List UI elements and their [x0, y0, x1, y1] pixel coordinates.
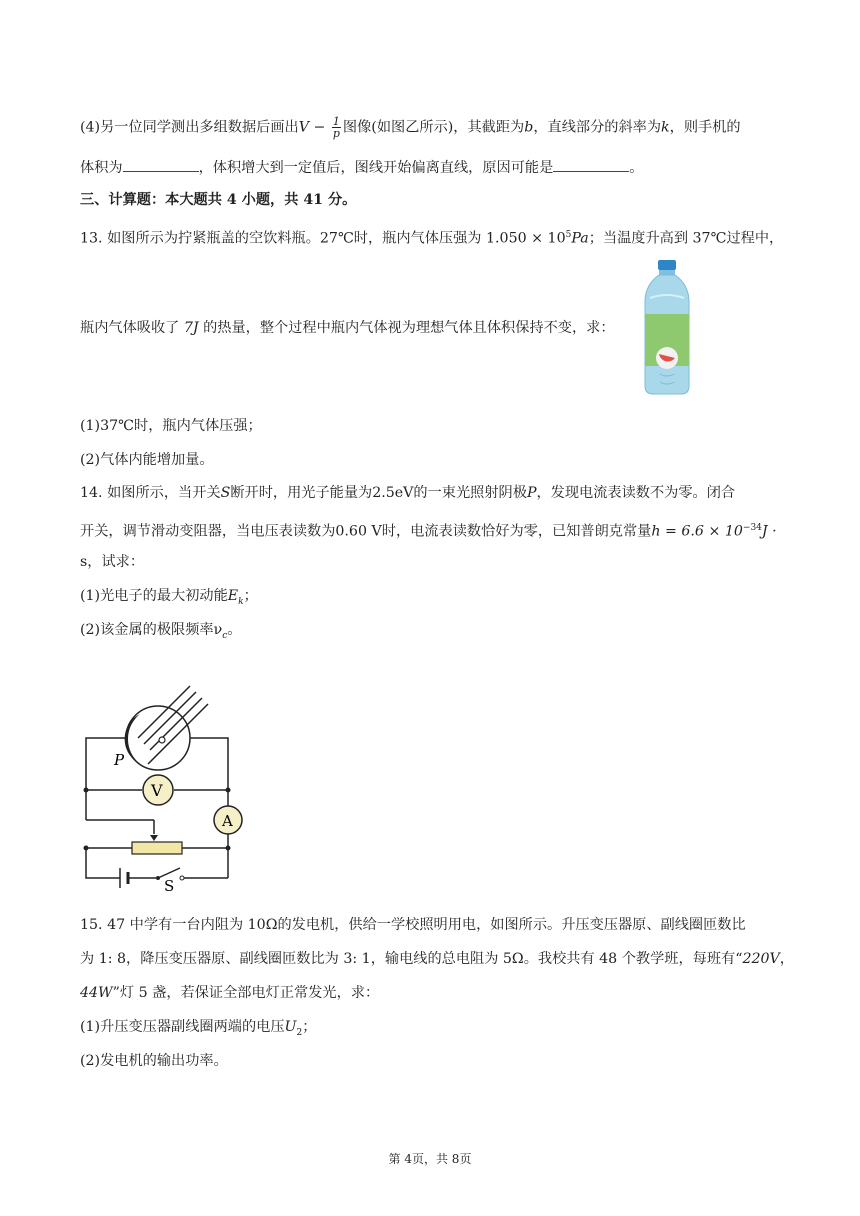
pressure-exp: 5 — [565, 230, 572, 240]
q15-sub2: (2)发电机的输出功率。 — [80, 1053, 228, 1069]
q12-4-line1 — [80, 116, 741, 139]
text: 的一束光照射阴极 — [413, 485, 527, 501]
q14-sub2 — [80, 620, 241, 646]
nu-symbol: ν — [213, 622, 223, 638]
text: ，则手机的 — [669, 119, 741, 136]
junction — [84, 788, 89, 793]
var-k: k — [661, 119, 670, 136]
q13-sub2: (2)气体内能增加量。 — [80, 452, 214, 468]
cathode-p — [125, 714, 140, 764]
planck-constant: h = 6.6 × 10 — [651, 523, 743, 540]
pressure-unit: Pa — [571, 230, 589, 247]
q12-4-line2 — [80, 157, 643, 178]
fraction-1-over-p — [332, 116, 341, 139]
section-3-heading: 三、计算题：本大题共 4 小题，共 41 分。 — [80, 192, 357, 208]
heat-value: 7J — [183, 320, 199, 336]
pressure-value: 1.050 × 10 — [486, 230, 566, 247]
bottle-cap — [658, 260, 676, 270]
text: (2)该金属的极限频率 — [80, 622, 214, 638]
text: 断开时，用光子能量为 — [230, 485, 373, 501]
light-ray — [144, 692, 196, 744]
lamp-power: 44W — [80, 985, 113, 1001]
anode — [159, 737, 165, 743]
frac-num: 1 — [332, 115, 340, 128]
var-v: V — [298, 119, 309, 136]
text: ；当温度升高到 37℃过程中， — [588, 230, 784, 247]
q15-line1: 15. 47 中学有一台内阻为 10Ω的发电机，供给一学校照明用电，如图所示。升压变压器原、副线圈匝数比 — [80, 917, 746, 933]
var-b: b — [524, 119, 534, 136]
text: 的热量，整个过程中瓶内气体视为理想气体且体积保持不变，求： — [203, 320, 615, 336]
text: ”灯 5 盏，若保证全部电灯正常发光，求： — [112, 985, 380, 1001]
text: 体积为 — [80, 160, 123, 176]
planck-unit: J · — [761, 523, 777, 540]
junction — [84, 846, 89, 851]
junction — [226, 846, 231, 851]
q14-line3: s，试求： — [80, 554, 145, 570]
minus: − — [308, 119, 330, 136]
answer-blank-1[interactable] — [123, 157, 199, 172]
q15-line2 — [80, 949, 794, 969]
label-s: S — [164, 877, 175, 895]
q15-line3 — [80, 983, 379, 1003]
switch-contact — [180, 876, 184, 880]
frac-den: p — [332, 127, 340, 140]
var-p: P — [526, 485, 537, 501]
u2-symbol: U — [284, 1019, 297, 1035]
wire — [86, 848, 132, 878]
rheostat — [132, 842, 182, 854]
text: ，体积增大到一定值后，图线开始偏离直线，原因可能是 — [198, 160, 554, 176]
planck-exp: −34 — [742, 523, 762, 533]
text: 。 — [227, 622, 242, 638]
text: 图像(如图乙所示)，其截距为 — [342, 119, 525, 136]
text: (1)升压变压器副线圈两端的电压 — [80, 1019, 285, 1035]
text: ； — [243, 588, 258, 604]
label-p: P — [114, 751, 125, 769]
q15-sub1 — [80, 1017, 316, 1043]
text: ，发现电流表读数不为零。闭合 — [536, 485, 736, 501]
text: 。 — [629, 160, 644, 176]
switch-contact — [156, 876, 160, 880]
nu-subscript: c — [222, 630, 228, 641]
q13-line2 — [80, 318, 615, 338]
text: (1)光电子的最大初动能 — [80, 588, 228, 604]
slider-arrowhead — [150, 835, 158, 841]
q14-sub1 — [80, 586, 258, 612]
u2-subscript: 2 — [296, 1027, 303, 1038]
text: ； — [302, 1019, 317, 1035]
q13-sub1: (1)37℃时，瓶内气体压强； — [80, 418, 262, 434]
label-a: A — [222, 812, 233, 830]
text: 瓶内气体吸收了 — [80, 320, 180, 336]
page-footer: 第 4页，共 8页 — [388, 1152, 472, 1166]
plastic-bottle-figure — [640, 258, 694, 398]
q14-line2 — [80, 518, 777, 542]
text: 14. 如图所示，当开关 — [80, 485, 221, 501]
text: (4)另一位同学测出多组数据后画出 — [80, 119, 299, 136]
ek-symbol: E — [227, 588, 239, 604]
photon-energy: 2.5eV — [372, 485, 414, 501]
text: 开关，调节滑动变阻器，当电压表读数为 — [80, 523, 336, 540]
text: 为 1: 8，降压变压器原、副线圈匝数比为 3: 1，输电线的总电阻为 5Ω。我校共有 48 个教学班，每班有“ — [80, 951, 743, 967]
label-v: V — [151, 781, 163, 800]
text: 时，电流表读数恰好为零，已知普朗克常量 — [381, 523, 652, 540]
voltage-value: 0.60 V — [335, 523, 382, 540]
lamp-voltage: 220V — [742, 951, 780, 967]
var-s: S — [220, 485, 231, 501]
q14-line1 — [80, 483, 735, 503]
text: ，直线部分的斜率为 — [533, 119, 662, 136]
text: 13. 如图所示为拧紧瓶盖的空饮料瓶。27℃时，瓶内气体压强为 — [80, 230, 482, 247]
bottle-neck — [659, 270, 675, 275]
wire — [190, 738, 228, 808]
answer-blank-2[interactable] — [553, 157, 629, 172]
q13-line1 — [80, 225, 783, 249]
junction — [226, 788, 231, 793]
ek-subscript: k — [238, 596, 244, 607]
text: ， — [779, 951, 794, 967]
photoelectric-circuit-figure — [78, 680, 248, 895]
